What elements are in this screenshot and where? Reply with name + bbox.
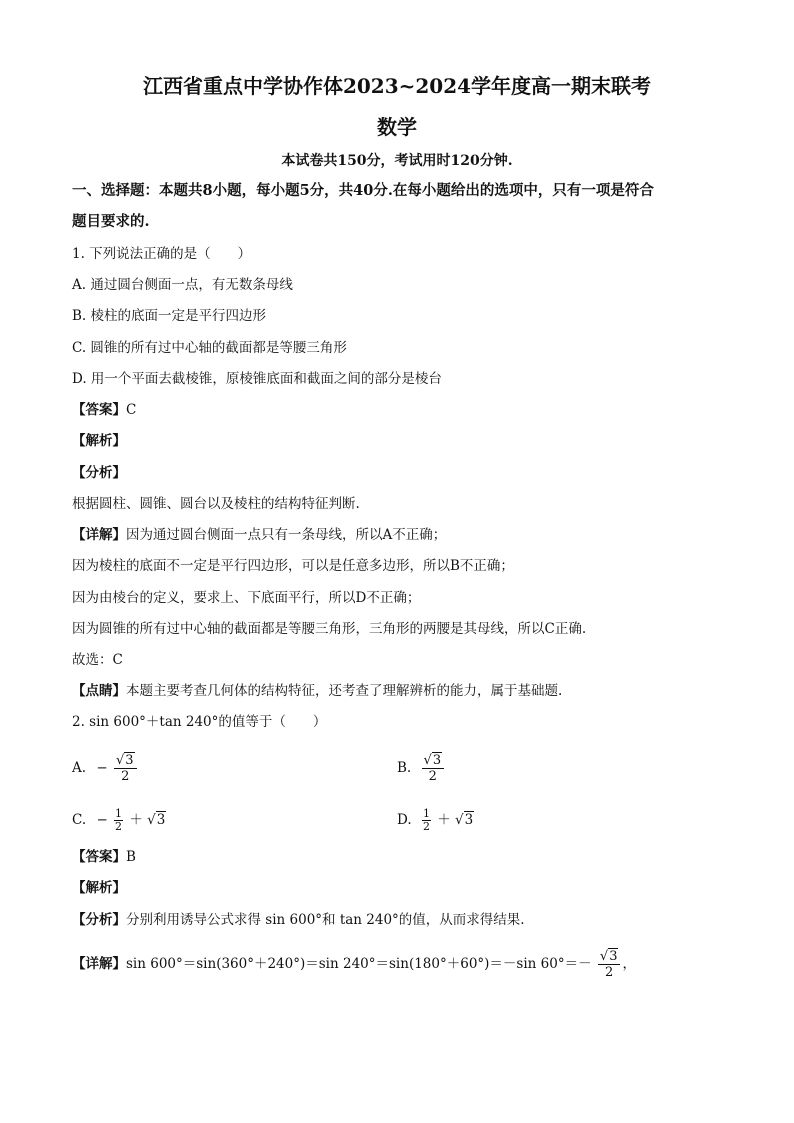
q2-xiangjie-tail: ，	[622, 956, 636, 972]
xiangjie-tag: 【详解】	[72, 527, 126, 543]
q1-answer	[72, 401, 136, 419]
q2-option-d	[397, 806, 474, 834]
q1-answer-value: C	[126, 402, 137, 418]
q2-xiangjie	[72, 946, 636, 982]
section-heading-line2: 题目要求的.	[72, 213, 150, 230]
q1-option-a: A. 通过圆台侧面一点，有无数条母线	[72, 277, 293, 293]
minus-sign: −	[96, 812, 108, 828]
fraction: $\frac{√3}{2}$	[422, 753, 445, 784]
fraction: $\frac{1}{2}$	[115, 807, 123, 833]
dianjing-tag: 【点睛】	[72, 683, 126, 699]
q1-xiangjie-3: 因为由棱台的定义，要求上、下底面平行，所以D不正确；	[72, 590, 421, 606]
q1-xiangjie-text-1: 因为通过圆台侧面一点只有一条母线，所以A不正确；	[126, 527, 447, 543]
q2-xiangjie-expr: sin 600°＝sin(360°＋240°)＝sin 240°＝sin(180°＋60°)＝－sin 60°＝－	[126, 956, 592, 972]
plus-sign: ＋	[129, 812, 143, 828]
fraction: $\frac{√3}{2}$	[598, 949, 621, 980]
q1-dianjing-text: 本题主要考查几何体的结构特征，还考查了理解辨析的能力，属于基础题.	[126, 683, 563, 699]
q1-dianjing	[72, 682, 562, 700]
exam-info: 本试卷共150分，考试用时120分钟.	[281, 153, 513, 169]
q2-option-b	[397, 750, 446, 786]
q2-option-c	[72, 806, 166, 834]
minus-sign: −	[96, 760, 108, 776]
xiangjie-tag: 【详解】	[72, 956, 126, 972]
q1-jiexi-tag: 【解析】	[72, 433, 126, 449]
fraction: $\frac{1}{2}$	[422, 807, 430, 833]
answer-tag: 【答案】	[72, 849, 126, 865]
q1-option-d: D. 用一个平面去截棱锥，原棱锥底面和截面之间的部分是棱台	[72, 371, 442, 387]
q2-answer	[72, 848, 136, 866]
section-heading-line1: 一、选择题：本题共8小题，每小题5分，共40分.在每小题给出的选项中，只有一项是符合	[72, 182, 654, 199]
q2-option-d-label: D.	[397, 812, 412, 828]
q1-option-b: B. 棱柱的底面一定是平行四边形	[72, 308, 267, 324]
sqrt-symbol: √3	[423, 753, 442, 768]
sqrt-symbol: √3	[147, 812, 166, 828]
q2-fenxi-text: 分别利用诱导公式求得 sin 600°和 tan 240°的值，从而求得结果.	[126, 912, 525, 928]
q2-option-a	[72, 750, 139, 786]
exam-title: 江西省重点中学协作体2023~2024学年度高一期末联考	[142, 74, 652, 98]
plus-sign: ＋	[437, 812, 451, 828]
subject-title: 数学	[377, 115, 417, 139]
q2-option-c-label: C.	[72, 812, 87, 828]
q2-stem: 2. sin 600°＋tan 240°的值等于（ ）	[72, 714, 327, 730]
q2-answer-value: B	[126, 849, 136, 865]
q1-xiangjie-2: 因为棱柱的底面不一定是平行四边形，可以是任意多边形，所以B不正确；	[72, 558, 514, 574]
q1-xiangjie-1	[72, 526, 446, 544]
q1-xiangjie-4: 因为圆锥的所有过中心轴的截面都是等腰三角形，三角形的两腰是其母线，所以C正确.	[72, 621, 587, 637]
q2-fenxi	[72, 911, 525, 929]
sqrt-symbol: √3	[115, 753, 134, 768]
q2-jiexi-tag: 【解析】	[72, 880, 126, 896]
sqrt-symbol: √3	[599, 949, 618, 964]
q1-fenxi-tag: 【分析】	[72, 465, 126, 481]
q2-option-a-label: A.	[72, 760, 87, 776]
answer-tag: 【答案】	[72, 402, 126, 418]
fraction: $\frac{√3}{2}$	[114, 753, 137, 784]
q1-option-c: C. 圆锥的所有过中心轴的截面都是等腰三角形	[72, 340, 347, 356]
q1-fenxi: 根据圆柱、圆锥、圆台以及棱柱的结构特征判断.	[72, 496, 360, 512]
sqrt-symbol: √3	[455, 812, 474, 828]
q1-guxuan: 故选：C	[72, 652, 123, 668]
q2-option-b-label: B.	[397, 760, 412, 776]
fenxi-tag: 【分析】	[72, 912, 126, 928]
q1-stem: 1. 下列说法正确的是（ ）	[72, 246, 252, 262]
